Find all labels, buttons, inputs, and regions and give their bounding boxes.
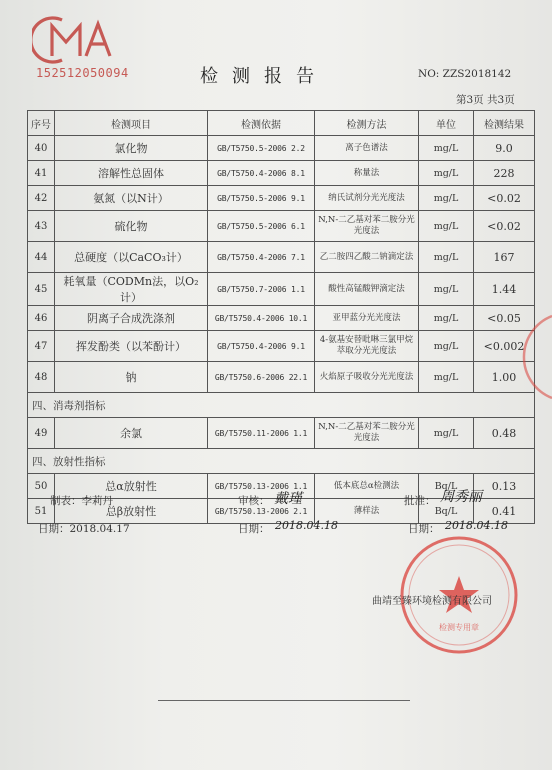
row-item: 氯化物 (55, 136, 208, 161)
approve-signature: 周秀丽 (440, 489, 482, 505)
section-row (28, 449, 535, 474)
document-number: NO: ZZS2018142 (418, 68, 512, 80)
row-seq: 41 (28, 161, 55, 186)
table-section-b (28, 393, 535, 418)
row-method: 火焰原子吸收分光光度法 (315, 362, 419, 393)
row-seq: 48 (28, 362, 55, 393)
row-method: 称量法 (315, 161, 419, 186)
bottom-rule (158, 700, 410, 701)
table-header-row (28, 111, 535, 136)
cma-logo (32, 14, 122, 70)
report-title: 检测报告 (200, 66, 328, 87)
company-name: 曲靖至臻环境检测有限公司 (372, 596, 492, 607)
row-method: 低本底总α检测法 (315, 474, 419, 499)
row-seq: 43 (28, 211, 55, 242)
row-method: 亚甲蓝分光光度法 (315, 306, 419, 331)
table-row (28, 186, 535, 211)
row-standard: GB/T5750.7-2006 1.1 (208, 273, 315, 306)
row-result: 9.0 (474, 136, 535, 161)
row-result: 0.48 (474, 418, 535, 449)
row-item: 挥发酚类（以苯酚计） (55, 331, 208, 362)
row-seq: 44 (28, 242, 55, 273)
cma-code: 152512050094 (36, 66, 129, 80)
row-method: 薄样法 (315, 499, 419, 524)
date-approved-label: 日期： (408, 523, 440, 535)
col-header-unit: 单位 (419, 111, 474, 136)
row-method: 4-氨基安替吡啉三氯甲烷萃取分光光度法 (315, 331, 419, 362)
row-unit: Bq/L (419, 499, 474, 524)
row-item: 总α放射性 (55, 474, 208, 499)
results-table (27, 110, 535, 524)
col-header-item: 检测项目 (55, 111, 208, 136)
row-seq: 49 (28, 418, 55, 449)
row-method: 酸性高锰酸钾滴定法 (315, 273, 419, 306)
table-row (28, 273, 535, 306)
table-row (28, 242, 535, 273)
row-standard: GB/T5750.4-2006 7.1 (208, 242, 315, 273)
table-row (28, 306, 535, 331)
row-seq: 42 (28, 186, 55, 211)
table-body-b (28, 418, 535, 449)
row-standard: GB/T5750.13-2006 2.1 (208, 499, 315, 524)
review-signature: 戴瑾 (274, 491, 302, 507)
row-item: 余氯 (55, 418, 208, 449)
row-standard: GB/T5750.4-2006 8.1 (208, 161, 315, 186)
row-seq: 45 (28, 273, 55, 306)
edge-seal (508, 312, 552, 402)
row-result: 167 (474, 242, 535, 273)
row-result: <0.02 (474, 186, 535, 211)
row-seq: 40 (28, 136, 55, 161)
row-result: <0.05 (474, 306, 535, 331)
col-header-method: 检测方法 (315, 111, 419, 136)
row-seq: 47 (28, 331, 55, 362)
row-seq: 51 (28, 499, 55, 524)
row-method: N,N-二乙基对苯二胺分光光度法 (315, 418, 419, 449)
row-standard: GB/T5750.13-2006 1.1 (208, 474, 315, 499)
date-reviewed: 2018.04.18 (275, 519, 338, 532)
prepared-by: 制表：李莉丹 (50, 495, 113, 507)
row-item: 钠 (55, 362, 208, 393)
row-seq: 50 (28, 474, 55, 499)
row-unit: Bq/L (419, 474, 474, 499)
row-item: 硫化物 (55, 211, 208, 242)
table-row (28, 211, 535, 242)
col-header-standard: 检测依据 (208, 111, 315, 136)
row-result: 228 (474, 161, 535, 186)
date-approved: 2018.04.18 (445, 519, 508, 532)
row-standard: GB/T5750.4-2006 9.1 (208, 331, 315, 362)
table-body-a (28, 136, 535, 393)
table-row (28, 362, 535, 393)
row-item: 耗氧量（CODMn法，以O₂计） (55, 273, 208, 306)
row-standard: GB/T5750.4-2006 10.1 (208, 306, 315, 331)
row-unit: mg/L (419, 161, 474, 186)
approved-by-label: 批准： (404, 495, 436, 507)
row-result: 1.00 (474, 362, 535, 393)
results-table-wrap (27, 110, 534, 524)
table-section-c (28, 449, 535, 474)
svg-text:检测专用章: 检测专用章 (439, 623, 479, 632)
row-method: N,N-二乙基对苯二胺分光光度法 (315, 211, 419, 242)
row-result: <0.02 (474, 211, 535, 242)
row-method: 乙二胺四乙酸二钠滴定法 (315, 242, 419, 273)
row-item: 氨氮（以N计） (55, 186, 208, 211)
row-unit: mg/L (419, 418, 474, 449)
row-method: 离子色谱法 (315, 136, 419, 161)
table-row (28, 418, 535, 449)
row-standard: GB/T5750.6-2006 22.1 (208, 362, 315, 393)
row-result: 0.41 (474, 499, 535, 524)
row-method: 纳氏试剂分光光度法 (315, 186, 419, 211)
row-item: 溶解性总固体 (55, 161, 208, 186)
row-result: <0.002 (474, 331, 535, 362)
row-unit: mg/L (419, 306, 474, 331)
row-unit: mg/L (419, 362, 474, 393)
row-item: 总β放射性 (55, 499, 208, 524)
row-standard: GB/T5750.11-2006 1.1 (208, 418, 315, 449)
row-result: 1.44 (474, 273, 535, 306)
row-unit: mg/L (419, 136, 474, 161)
row-standard: GB/T5750.5-2006 6.1 (208, 211, 315, 242)
row-unit: mg/L (419, 331, 474, 362)
row-standard: GB/T5750.5-2006 9.1 (208, 186, 315, 211)
row-item: 总硬度（以CaCO₃计） (55, 242, 208, 273)
row-unit: mg/L (419, 242, 474, 273)
row-result: 0.13 (474, 474, 535, 499)
row-unit: mg/L (419, 211, 474, 242)
col-header-seq: 序号 (28, 111, 55, 136)
section-title: 四、消毒剂指标 (28, 393, 535, 418)
section-title: 四、放射性指标 (28, 449, 535, 474)
col-header-result: 检测结果 (474, 111, 535, 136)
row-unit: mg/L (419, 186, 474, 211)
row-unit: mg/L (419, 273, 474, 306)
section-row (28, 393, 535, 418)
row-seq: 46 (28, 306, 55, 331)
table-row (28, 331, 535, 362)
reviewed-by-label: 审核： (238, 495, 270, 507)
row-standard: GB/T5750.5-2006 2.2 (208, 136, 315, 161)
row-item: 阴离子合成洗涤剂 (55, 306, 208, 331)
table-row (28, 161, 535, 186)
page-info: 第3页 共3页 (456, 94, 515, 106)
date-reviewed-label: 日期： (238, 523, 270, 535)
date-prepared: 日期：2018.04.17 (38, 523, 130, 535)
table-row (28, 136, 535, 161)
